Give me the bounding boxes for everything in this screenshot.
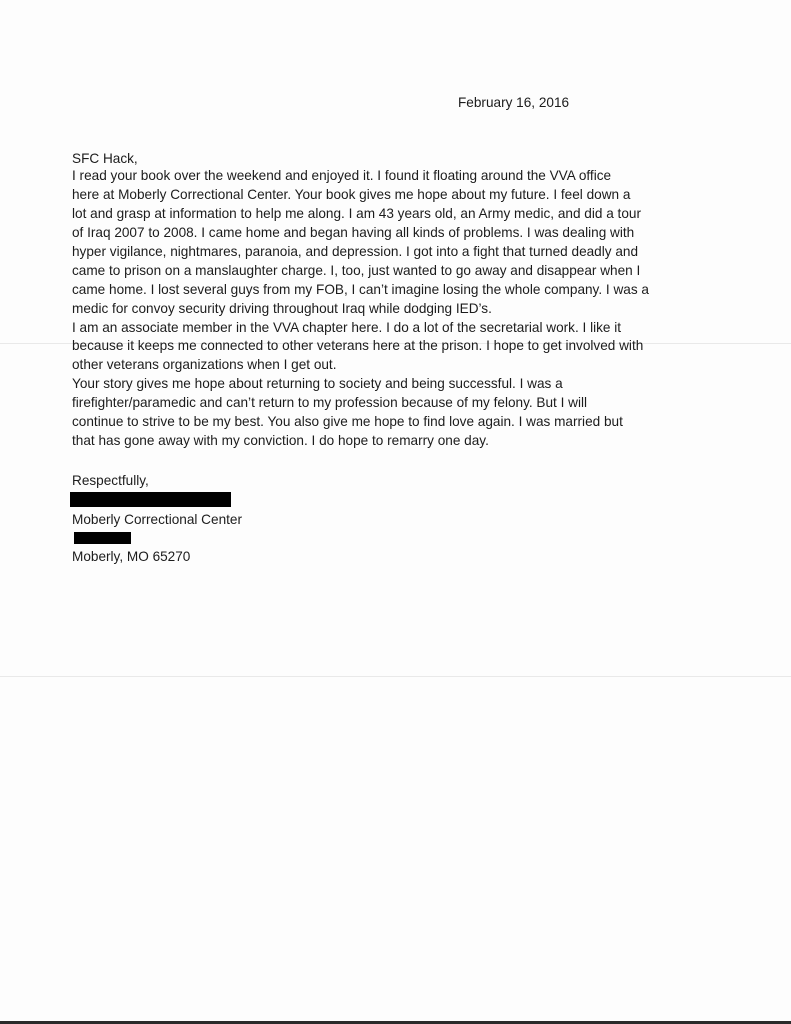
body-line: because it keeps me connected to other veterans here at the prison. I hope to get involved with: [72, 338, 644, 354]
body-line: of Iraq 2007 to 2008. I came home and began having all kinds of problems. I was dealing with: [72, 224, 635, 240]
body-line: here at Moberly Correctional Center. Your book gives me hope about my future. I feel down a: [72, 186, 631, 202]
redacted-id-bar: [74, 532, 131, 544]
letter-salutation: SFC Hack,: [72, 151, 138, 166]
body-line: continue to strive to be my best. You also give me hope to find love again. I was married but: [72, 414, 623, 430]
body-line: lot and grasp at information to help me along. I am 43 years old, an Army medic, and did a tour: [72, 205, 641, 221]
body-line: that has gone away with my conviction. I do hope to remarry one day.: [72, 433, 489, 449]
body-line: I am an associate member in the VVA chapter here. I do a lot of the secretarial work. I like it: [72, 319, 622, 335]
letter-date: February 16, 2016: [458, 95, 570, 110]
redacted-name-bar: [70, 492, 231, 507]
letter-body: [72, 167, 649, 451]
sender-facility: Moberly Correctional Center: [72, 512, 242, 527]
body-line: came home. I lost several guys from my FOB, I can’t imagine losing the whole company. I was a: [72, 281, 649, 297]
body-line: medic for convoy security driving throughout Iraq while dodging IED’s.: [72, 300, 492, 316]
body-line: I read your book over the weekend and enjoyed it. I found it floating around the VVA office: [72, 168, 612, 183]
body-line: came to prison on a manslaughter charge. I, too, just wanted to go away and disappear when I: [72, 262, 641, 278]
scan-artifact-line: [0, 676, 791, 677]
sender-city-state-zip: Moberly, MO 65270: [72, 549, 191, 564]
body-line: other veterans organizations when I get out.: [72, 357, 337, 373]
body-line: hyper vigilance, nightmares, paranoia, and depression. I got into a fight that turned deadly and: [72, 243, 639, 259]
letter-closing: Respectfully,: [72, 473, 149, 488]
body-line: firefighter/paramedic and can’t return to my profession because of my felony. But I will: [72, 395, 588, 411]
body-line: Your story gives me hope about returning to society and being successful. I was a: [72, 376, 563, 392]
